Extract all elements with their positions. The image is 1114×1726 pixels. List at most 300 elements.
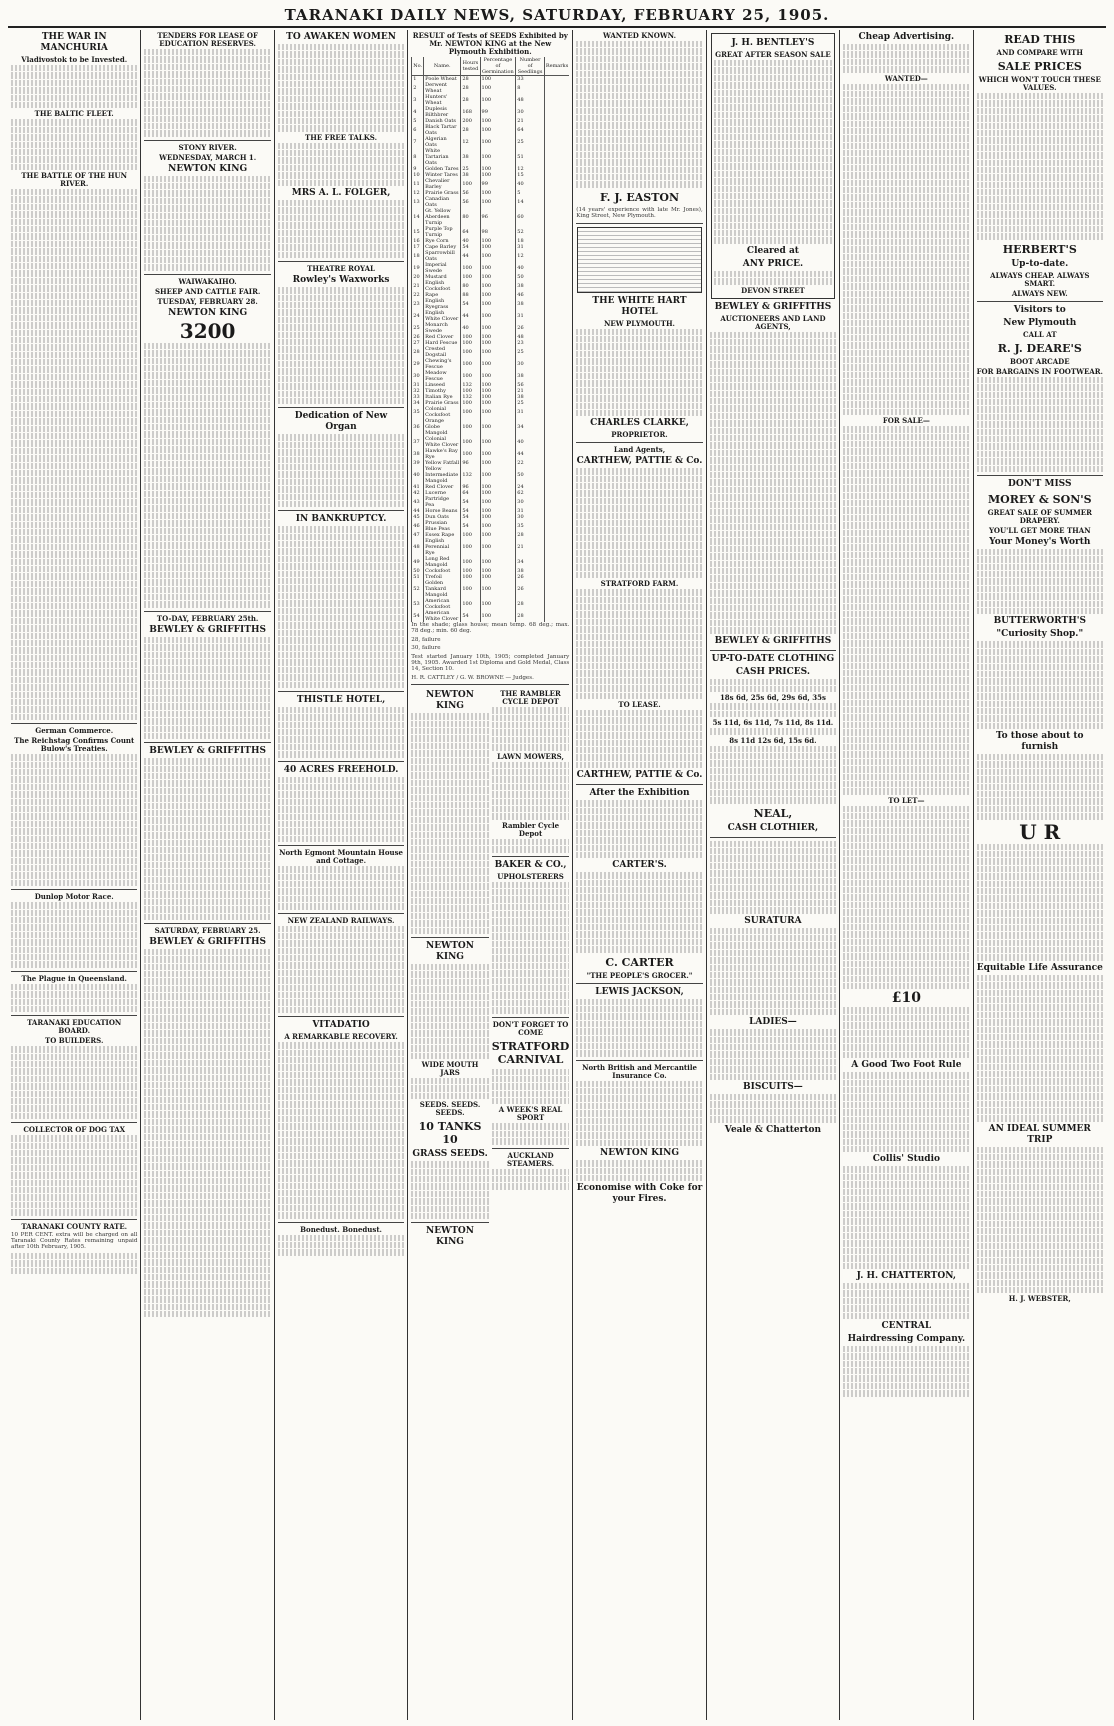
seed-cell: 28: [412, 346, 424, 358]
seed-cell: 100: [480, 172, 516, 178]
seed-cell: 30: [516, 358, 545, 370]
seed-cell: 21: [412, 280, 424, 292]
seed-cell: Danish Oats: [424, 118, 461, 124]
seed-remark-cell: [544, 370, 569, 382]
seed-cell: 31: [516, 406, 545, 418]
seed-cell: 33: [412, 394, 424, 400]
headline-carters: CARTER'S.: [612, 860, 667, 871]
col-header-seedlings: Number of Seedlings: [517, 57, 543, 75]
seed-cell: 11: [412, 178, 424, 190]
seed-cell: 100: [480, 490, 516, 496]
seed-cell: 100: [480, 514, 516, 520]
seed-cell: Sparrowbill Oats: [424, 250, 461, 262]
seed-cell: 60: [516, 208, 545, 226]
seed-cell: 100: [480, 598, 516, 610]
seed-cell: 54: [461, 496, 480, 508]
seed-cell: English Perennial Rye: [424, 538, 461, 556]
seed-cell: Italian Rye: [424, 394, 461, 400]
sale-prices-subtitle: WHICH WON'T TOUCH THESE VALUES.: [978, 75, 1101, 92]
seed-cell: 1: [412, 76, 424, 83]
headline-deares: R. J. DEARE'S: [997, 341, 1082, 355]
seed-cell: 132: [461, 466, 480, 484]
seed-remark-cell: [544, 418, 569, 436]
seed-cell: 100: [480, 496, 516, 508]
seed-cell: 46: [516, 292, 545, 298]
col4-lower-right: [492, 688, 570, 1249]
headline-great-sale: GREAT SALE OF SUMMER DRAPERY.: [987, 507, 1092, 525]
headline-steamers: AUCKLAND STEAMERS.: [506, 1150, 555, 1168]
seed-cell: 38: [461, 148, 480, 166]
seed-cell: Meadow Fescue: [424, 370, 461, 382]
headline-grass-seeds: GRASS SEEDS.: [412, 1149, 488, 1160]
seed-cell: 100: [480, 466, 516, 484]
seed-cell: 132: [461, 394, 480, 400]
seed-cell: 40: [516, 178, 545, 190]
headline-devon-street: DEVON STREET: [741, 285, 805, 295]
seed-cell: Orange Globe Mangold: [424, 418, 461, 436]
seed-cell: 26: [412, 334, 424, 340]
seed-row: [412, 250, 570, 262]
seed-cell: 52: [516, 226, 545, 238]
seed-cell: 100: [480, 334, 516, 340]
seed-cell: 12: [516, 166, 545, 172]
seed-cell: 31: [412, 382, 424, 388]
seed-cell: 132: [461, 382, 480, 388]
seed-cell: 99: [480, 106, 516, 118]
headline-compare: AND COMPARE WITH: [996, 48, 1084, 57]
big-number-3200: 3200: [179, 318, 236, 343]
seed-cell: 38: [516, 298, 545, 310]
headline-real-sport: A WEEK'S REAL SPORT: [498, 1105, 563, 1123]
seed-cell: 100: [480, 508, 516, 514]
seed-cell: 100: [480, 274, 516, 280]
headline-bewley-griffiths-1: BEWLEY & GRIFFITHS: [149, 624, 266, 635]
headline-any-price: ANY PRICE.: [742, 258, 804, 269]
seed-cell: 100: [461, 346, 480, 358]
seed-cell: 62: [516, 490, 545, 496]
saturday-date: SATURDAY, FEBRUARY 25.: [154, 925, 261, 935]
seed-cell: Mustard: [424, 274, 461, 280]
headline-wanted: WANTED—: [884, 73, 928, 83]
seed-cell: 2: [412, 82, 424, 94]
headline-good-rule: A Good Two Foot Rule: [851, 1060, 962, 1071]
headline-after-season-sale: GREAT AFTER SEASON SALE: [715, 50, 831, 59]
headline-newton-king-col5: NEWTON KING: [599, 1148, 680, 1159]
seed-cell: Hawke's Bay Rye: [424, 448, 461, 460]
seed-cell: 30: [516, 514, 545, 520]
column-5: [573, 30, 706, 1720]
seed-cell: 100: [480, 520, 516, 532]
headline-bentley: J. H. BENTLEY'S: [731, 38, 815, 48]
seed-cell: 28: [516, 610, 545, 622]
seed-cell: 28: [461, 124, 480, 136]
seed-cell: 100: [480, 436, 516, 448]
headline-lewis-jackson: LEWIS JACKSON,: [595, 986, 684, 997]
seed-cell: 52: [412, 580, 424, 598]
seed-cell: Red Clover: [424, 334, 461, 340]
seed-row: [412, 538, 570, 556]
seed-cell: 100: [461, 334, 480, 340]
headline-white-hart: THE WHITE HART HOTEL: [592, 295, 687, 317]
c-carter-subtitle: "THE PEOPLE'S GROCER.": [586, 970, 693, 980]
seed-remark-cell: [544, 226, 569, 238]
seed-row: [412, 124, 570, 136]
headline-sale-prices: SALE PRICES: [997, 60, 1082, 73]
seed-cell: Hard Fescue: [424, 340, 461, 346]
seed-remark-cell: [544, 598, 569, 610]
seed-cell: 51: [516, 148, 545, 166]
seed-remark-cell: [544, 556, 569, 568]
seed-cell: 3: [412, 94, 424, 106]
headline-organ: Dedication of New Organ: [294, 411, 388, 433]
seed-cell: 38: [461, 172, 480, 178]
seed-cell: 100: [461, 262, 480, 274]
headline-up-to-date-clothing: UP-TO-DATE CLOTHING: [711, 653, 835, 664]
headline-plague: The Plague in Queensland.: [21, 973, 127, 983]
seed-cell: English Cocksfoot: [424, 280, 461, 292]
seed-cell: 100: [480, 82, 516, 94]
seed-cell: 44: [461, 250, 480, 262]
seed-row: [412, 298, 570, 310]
seed-row: [412, 496, 570, 508]
seed-cell: 100: [461, 400, 480, 406]
seed-cell: Yellow Intermediate Mangold: [424, 466, 461, 484]
headline-ladies: LADIES—: [749, 1017, 797, 1028]
seed-cell: 100: [480, 310, 516, 322]
seed-remark-cell: [544, 262, 569, 274]
headline-c-carter: C. CARTER: [605, 955, 674, 969]
headline-today: TO-DAY, FEBRUARY 25th.: [156, 613, 259, 623]
headline-new-plymouth: New Plymouth: [1003, 317, 1077, 328]
seed-cell: 43: [412, 496, 424, 508]
seed-cell: 26: [516, 580, 545, 598]
seed-row: [412, 358, 570, 370]
seed-cell: 40: [461, 238, 480, 244]
headline-tenders: TENDERS FOR LEASE OF EDUCATION RESERVES.: [157, 31, 258, 48]
seed-cell: Chevalier Barley: [424, 178, 461, 190]
seed-cell: 24: [516, 484, 545, 490]
seed-cell: Crested Dogstail: [424, 346, 461, 358]
headline-baltic: THE BALTIC FLEET.: [34, 109, 114, 119]
headline-railways: NEW ZEALAND RAILWAYS.: [287, 915, 395, 925]
headline-morey: MOREY & SON'S: [987, 492, 1092, 506]
seed-cell: 38: [412, 448, 424, 460]
prize-ten-pounds: £10: [891, 990, 921, 1007]
seed-cell: 31: [516, 508, 545, 514]
seed-cell: 40: [516, 436, 545, 448]
headline-newton-king-5: NEWTON KING: [426, 1226, 474, 1248]
seed-cell: Colonial White Clover: [424, 436, 461, 448]
seed-cell: 56: [516, 382, 545, 388]
seed-row: [412, 466, 570, 484]
seed-cell: 40: [461, 322, 480, 334]
seed-cell: 34: [516, 418, 545, 436]
seed-table-body: [412, 76, 570, 623]
seed-cell: Essex Rape: [424, 532, 461, 538]
seed-row: [412, 556, 570, 568]
seed-remark-cell: [544, 448, 569, 460]
seed-cell: 100: [480, 148, 516, 166]
headline-tanks: 10 TANKS 10: [418, 1120, 482, 1147]
seed-cell: 21: [516, 538, 545, 556]
headline-rambler-depot: Rambler Cycle Depot: [502, 820, 560, 838]
seed-cell: 100: [480, 382, 516, 388]
seed-row: [412, 418, 570, 436]
seed-cell: 8: [516, 82, 545, 94]
headline-40-acres: 40 ACRES FREEHOLD.: [283, 764, 399, 775]
seed-cell: 54: [461, 244, 480, 250]
seed-row: [412, 82, 570, 94]
seed-cell: Linseed: [424, 382, 461, 388]
seed-remark-cell: [544, 496, 569, 508]
masthead-title: TARANAKI DAILY NEWS, SATURDAY, FEBRUARY 25, 1905.: [284, 6, 830, 24]
headline-dunlop: Dunlop Motor Race.: [34, 892, 114, 902]
seed-remarks-a: In the shade; glass house; mean temp. 68 deg.; max. 78 deg.; min. 60 deg.: [411, 622, 570, 635]
seed-cell: 47: [412, 532, 424, 538]
seed-cell: Winter Tares: [424, 172, 461, 178]
seed-cell: Derwent Wheat: [424, 82, 461, 94]
headline-bewley-griffiths-3: BEWLEY & GRIFFITHS: [149, 936, 266, 947]
headline-biscuits: BISCUITS—: [743, 1081, 803, 1092]
headline-veale-chatterton: Veale & Chatterton: [724, 1124, 822, 1135]
seed-cell: English Ryegrass: [424, 298, 461, 310]
seed-cell: 49: [412, 556, 424, 568]
headline-visitors: Visitors to: [1013, 304, 1066, 315]
seed-cell: 35: [412, 406, 424, 418]
stony-date: WEDNESDAY, MARCH 1.: [159, 152, 257, 162]
seed-cell: 35: [516, 520, 545, 532]
seed-cell: 48: [516, 94, 545, 106]
seed-cell: Rye Corn: [424, 238, 461, 244]
seed-cell: Algerian Oats: [424, 136, 461, 148]
column-4: [408, 30, 573, 1720]
seed-cell: American Cocksfoot: [424, 598, 461, 610]
seed-row: [412, 310, 570, 322]
seed-cell: 100: [480, 556, 516, 568]
headline-charles-clarke: CHARLES CLARKE,: [590, 418, 689, 429]
seed-cell: 100: [480, 244, 516, 250]
headline-bewley-6: BEWLEY & GRIFFITHS: [714, 301, 832, 312]
seed-cell: 200: [461, 118, 480, 124]
headline-stratford-farm: STRATFORD FARM.: [600, 579, 679, 589]
seed-cell: 22: [412, 292, 424, 298]
col-header-name: Name.: [424, 57, 461, 76]
seed-cell: White Tartarian Oats: [424, 148, 461, 166]
seed-remark-cell: [544, 466, 569, 484]
seed-cell: Cocksfoot: [424, 568, 461, 574]
headline-suratura: SURATURA: [744, 915, 802, 926]
seed-row: [412, 580, 570, 598]
seed-cell: 54: [461, 298, 480, 310]
headline-call-at: CALL AT: [1023, 329, 1057, 339]
col4-lower-left: [411, 688, 489, 1249]
headline-recovery: A REMARKABLE RECOVERY.: [284, 1032, 398, 1042]
seed-cell: 5: [412, 118, 424, 124]
col-header-germination: Percentage of Germination: [480, 57, 516, 76]
column-1: [8, 30, 141, 1720]
seed-cell: 38: [516, 568, 545, 574]
seed-cell: 4: [412, 106, 424, 118]
seed-cell: 80: [461, 280, 480, 292]
seed-cell: 32: [412, 388, 424, 394]
seed-cell: 28: [516, 598, 545, 610]
headline-central: CENTRAL: [881, 1320, 932, 1331]
headline-webster: H. J. WEBSTER,: [1008, 1294, 1071, 1304]
headline-stratford-carnival: STRATFORD CARNIVAL: [491, 1039, 570, 1066]
seed-cell: 16: [412, 238, 424, 244]
seed-cell: 40: [412, 466, 424, 484]
seed-cell: 53: [412, 598, 424, 610]
seed-remark-cell: [544, 520, 569, 532]
seed-judges: H. R. CATTLEY / G. W. BROWNE — Judges.: [411, 674, 534, 681]
seed-cell: 13: [412, 196, 424, 208]
seed-cell: 100: [480, 118, 516, 124]
seed-remark-cell: [544, 610, 569, 622]
headline-bankruptcy: IN BANKRUPTCY.: [295, 514, 387, 525]
headline-boot-arcade: BOOT ARCADE: [1010, 356, 1070, 366]
seed-cell: 38: [516, 394, 545, 400]
white-hart-subtitle: NEW PLYMOUTH.: [604, 318, 675, 328]
seed-cell: 48: [516, 334, 545, 340]
seed-cell: 100: [461, 580, 480, 598]
seed-remark-cell: [544, 196, 569, 208]
headline-chatterton: J. H. CHATTERTON,: [856, 1270, 957, 1281]
seed-results-title: RESULT of Tests of SEEDS Exhibited by Mr. NEWTON KING at the New Plymouth Exhibition.: [412, 31, 568, 56]
seed-remark-cell: [544, 106, 569, 118]
seed-cell: 100: [480, 370, 516, 382]
seed-cell: 25: [516, 346, 545, 358]
headline-bewley-griffiths-2: BEWLEY & GRIFFITHS: [149, 746, 266, 757]
seed-remark-cell: [544, 406, 569, 418]
seed-cell: 100: [480, 400, 516, 406]
headline-treaties: The Reichstag Confirms Count Bulow's Treaties.: [14, 736, 135, 754]
seed-cell: Horse Beans: [424, 508, 461, 514]
seed-cell: 100: [480, 340, 516, 346]
seed-cell: 168: [461, 106, 480, 118]
seed-remark-cell: [544, 208, 569, 226]
seed-cell: 96: [461, 460, 480, 466]
headline-hairdressing: Hairdressing Company.: [847, 1333, 966, 1344]
headline-cheap-advertising: Cheap Advertising.: [858, 32, 955, 42]
headline-to-let: TO LET—: [888, 795, 925, 805]
seed-cell: 25: [516, 400, 545, 406]
headline-hun-river: THE BATTLE OF THE HUN RIVER.: [21, 171, 128, 189]
seed-table-header: [412, 57, 570, 76]
seed-cell: 29: [412, 358, 424, 370]
seed-cell: Hunters' Wheat: [424, 94, 461, 106]
seed-cell: 10: [412, 172, 424, 178]
seed-cell: 8: [412, 148, 424, 166]
seed-remark-cell: [544, 580, 569, 598]
seed-cell: 20: [412, 274, 424, 280]
headline-vladivostok: Vladivostok to be Invested.: [21, 55, 128, 64]
seed-cell: Gt. Yellow Aberdeen Turnip: [424, 208, 461, 226]
headline-cash-prices: CASH PRICES.: [735, 666, 810, 677]
seed-cell: 100: [461, 568, 480, 574]
seed-cell: 96: [480, 208, 516, 226]
seed-cell: Red Clover: [424, 484, 461, 490]
seed-cell: 26: [516, 574, 545, 580]
seed-cell: 100: [461, 418, 480, 436]
seed-remark-cell: [544, 358, 569, 370]
headline-herberts: HERBERT'S: [1002, 242, 1077, 256]
headline-waxworks: Rowley's Waxworks: [292, 275, 390, 286]
headline-dog-tax: COLLECTOR OF DOG TAX: [23, 1125, 126, 1135]
seed-cell: 44: [412, 508, 424, 514]
seed-cell: 56: [461, 190, 480, 196]
seed-cell: Golden Tares: [424, 166, 461, 172]
seed-cell: Monarch Swede: [424, 322, 461, 334]
headline-seeds: SEEDS. SEEDS. SEEDS.: [419, 1100, 481, 1118]
seed-cell: 37: [412, 436, 424, 448]
seed-cell: 100: [480, 610, 516, 622]
seed-cell: Duplesis Bilthbrer: [424, 106, 461, 118]
headline-rambler: THE RAMBLER CYCLE DEPOT: [500, 689, 561, 707]
seed-cell: Trefoil: [424, 574, 461, 580]
seed-cell: Golden Tankard Mangold: [424, 580, 461, 598]
seed-cell: 100: [480, 136, 516, 148]
clarke-subtitle: PROPRIETOR.: [611, 430, 668, 440]
seed-cell: 100: [480, 292, 516, 298]
seed-cell: 18: [516, 238, 545, 244]
seed-cell: 22: [516, 460, 545, 466]
headline-always-new: ALWAYS NEW.: [1011, 288, 1068, 298]
headline-curiosity-shop: "Curiosity Shop.": [996, 629, 1084, 640]
headline-war: THE WAR IN MANCHURIA: [40, 32, 108, 53]
seed-remark-cell: [544, 310, 569, 322]
seed-cell: 36: [412, 418, 424, 436]
headline-money-worth: Your Money's Worth: [989, 536, 1091, 547]
seed-row: [412, 280, 570, 292]
seed-row: [412, 226, 570, 238]
seed-cell: 64: [461, 226, 480, 238]
seed-cell: 38: [516, 280, 545, 292]
seed-cell: 23: [516, 340, 545, 346]
headline-newton-king-3: NEWTON KING: [426, 690, 474, 712]
seed-cell: 50: [516, 274, 545, 280]
seed-cell: 100: [480, 532, 516, 538]
col4-lower: [411, 688, 569, 1249]
seed-cell: 100: [461, 538, 480, 556]
seed-row: [412, 448, 570, 460]
col-header-hours: Hours tested: [461, 57, 480, 76]
seed-cell: 100: [461, 358, 480, 370]
headline-theatre-royal: THEATRE ROYAL: [307, 264, 375, 274]
seed-cell: 100: [480, 190, 516, 196]
headline-carthew-pattie: CARTHEW, PATTIE & Co.: [576, 456, 703, 467]
seed-cell: Dun Oats: [424, 514, 461, 520]
seed-cell: 100: [461, 598, 480, 610]
seed-remarks-b: 28, failure: [411, 636, 441, 643]
seed-cell: Imperial Swede: [424, 262, 461, 274]
seed-cell: 100: [480, 124, 516, 136]
headline-read-this: READ THIS: [1004, 33, 1076, 46]
headline-easton: F. J. EASTON: [599, 190, 680, 204]
seed-row: [412, 406, 570, 418]
seed-remark-cell: [544, 250, 569, 262]
seed-cell: 88: [461, 292, 480, 298]
headline-after-exhibition: After the Exhibition: [589, 788, 690, 799]
seed-cell: 100: [480, 250, 516, 262]
seed-cell: 100: [461, 436, 480, 448]
headline-bargains: FOR BARGAINS IN FOOTWEAR.: [976, 366, 1103, 376]
seed-cell: 100: [480, 280, 516, 292]
trouser-prices: 5s 11d, 6s 11d, 7s 11d, 8s 11d.: [712, 718, 834, 728]
seed-test-note: Test started January 10th, 1905; completed January 9th, 1905. Awarded 1st Diploma and Gold Medal, Class 14, Section 10.: [411, 653, 570, 673]
seed-cell: 54: [461, 520, 480, 532]
seed-remark-cell: [544, 178, 569, 190]
suit-prices: 18s 6d, 25s 6d, 29s 6d, 35s: [719, 693, 826, 703]
